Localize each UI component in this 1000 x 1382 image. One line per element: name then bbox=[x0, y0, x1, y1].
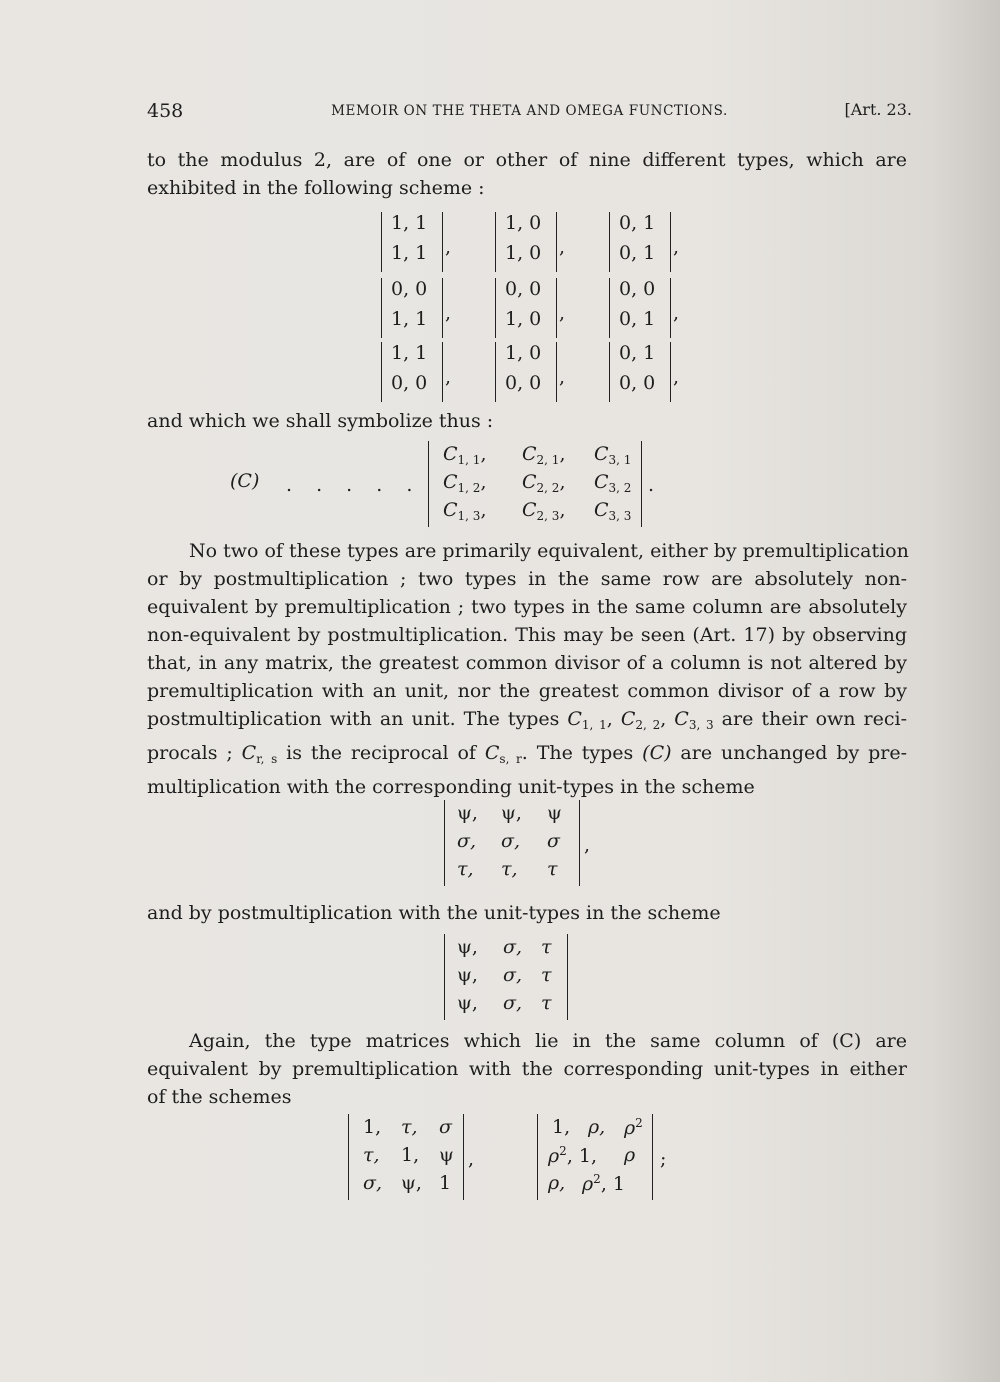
post-unit-types-matrix bbox=[444, 934, 568, 1020]
text-line: procals ; $C_{r, s}$ is the reciprocal of $C_{s, r}$. The types (C) are unchanged by pre- bbox=[147, 742, 908, 766]
c-type-cell: $C_{2, 1}$, bbox=[522, 443, 566, 467]
separator-comma: , bbox=[673, 302, 680, 324]
scheme-cell: σ bbox=[439, 1116, 452, 1138]
text-line: No two of these types are primarily equivalent, either by premultiplication bbox=[189, 540, 909, 562]
scheme-cell: ρ bbox=[624, 1144, 636, 1166]
text-line: premultiplication with an unit, nor the greatest common divisor of a row by bbox=[147, 680, 907, 702]
body-paragraph bbox=[147, 537, 907, 801]
text-line: multiplication with the corresponding unit-types in the scheme bbox=[147, 776, 755, 798]
unit-cell: τ, bbox=[457, 858, 474, 880]
type-determinant bbox=[381, 342, 443, 402]
scheme-cell: τ, bbox=[401, 1116, 418, 1138]
text-line: Again, the type matrices which lie in the same column of (C) are bbox=[189, 1030, 907, 1052]
symbolize-paragraph bbox=[147, 407, 907, 435]
scheme-label: (C) bbox=[230, 470, 260, 492]
c-type-cell: $C_{2, 3}$, bbox=[522, 499, 566, 523]
det-row: 0, 0 bbox=[505, 278, 542, 300]
scheme-cell: $\rho^2$, 1, bbox=[548, 1144, 598, 1167]
type-determinant bbox=[495, 342, 557, 402]
det-row: 0, 1 bbox=[619, 212, 656, 234]
det-row: 1, 0 bbox=[505, 308, 542, 330]
scheme-cell: σ, bbox=[363, 1172, 383, 1194]
unit-cell: ψ, bbox=[457, 802, 478, 824]
det-row: 0, 0 bbox=[391, 372, 428, 394]
type-determinant bbox=[609, 342, 671, 402]
scheme-cell: 1, bbox=[363, 1116, 382, 1138]
pre-unit-types-matrix bbox=[444, 800, 580, 886]
det-row: 1, 0 bbox=[505, 242, 542, 264]
det-row: 0, 0 bbox=[391, 278, 428, 300]
separator-comma: , bbox=[445, 366, 452, 388]
type-determinant bbox=[609, 278, 671, 338]
page-number: 458 bbox=[147, 100, 184, 122]
det-row: 1, 0 bbox=[505, 342, 542, 364]
det-row: 1, 1 bbox=[391, 212, 428, 234]
separator-comma: , bbox=[445, 302, 452, 324]
scheme-cell: τ, bbox=[363, 1144, 380, 1166]
scheme-cell: ρ, bbox=[588, 1116, 606, 1138]
scheme-a-matrix bbox=[348, 1114, 464, 1200]
unit-cell: ψ, bbox=[501, 802, 522, 824]
text-line: non-equivalent by postmultiplication. This may be seen (Art. 17) by observing bbox=[147, 624, 907, 646]
running-title: MEMOIR ON THE THETA AND OMEGA FUNCTIONS. bbox=[331, 103, 728, 119]
c-type-cell: $C_{1, 2}$, bbox=[443, 471, 487, 495]
post-paragraph bbox=[147, 899, 907, 927]
c-type-cell: $C_{2, 2}$, bbox=[522, 471, 566, 495]
matrix-period: . bbox=[648, 474, 655, 496]
type-determinant bbox=[495, 278, 557, 338]
text-line: of the schemes bbox=[147, 1086, 292, 1108]
scheme-b-matrix bbox=[537, 1114, 653, 1200]
separator-comma: , bbox=[559, 302, 566, 324]
c-type-cell: $C_{1, 1}$, bbox=[443, 443, 487, 467]
det-row: 0, 0 bbox=[619, 278, 656, 300]
unit-cell: σ bbox=[547, 830, 560, 852]
det-row: 0, 1 bbox=[619, 342, 656, 364]
leader-dots: . . . . . bbox=[286, 474, 422, 496]
body-paragraph bbox=[147, 1027, 907, 1111]
article-reference: [Art. 23. bbox=[844, 100, 912, 119]
scheme-cell: ψ bbox=[439, 1144, 454, 1166]
separator-comma: , bbox=[559, 366, 566, 388]
scheme-cell: $\rho^2$ bbox=[624, 1116, 643, 1139]
separator-semicolon: ; bbox=[660, 1148, 667, 1170]
scheme-cell: ψ, bbox=[401, 1172, 422, 1194]
c-type-cell: $C_{3, 1}$ bbox=[594, 443, 632, 467]
type-determinant bbox=[381, 278, 443, 338]
c-type-cell: $C_{1, 3}$, bbox=[443, 499, 487, 523]
separator-comma: , bbox=[559, 236, 566, 258]
separator-comma: , bbox=[673, 236, 680, 258]
unit-cell: τ, bbox=[501, 858, 518, 880]
c-type-cell: $C_{3, 3}$ bbox=[594, 499, 632, 523]
intro-paragraph bbox=[147, 146, 907, 202]
scheme-cell: ρ, bbox=[548, 1172, 566, 1194]
scheme-cell: 1, bbox=[401, 1144, 420, 1166]
text-line: equivalent by premultiplication ; two types in the same column are absolutely bbox=[147, 596, 907, 618]
det-row: 0, 1 bbox=[619, 242, 656, 264]
unit-cell: τ bbox=[541, 992, 552, 1014]
unit-cell: σ, bbox=[457, 830, 477, 852]
det-row: 1, 1 bbox=[391, 308, 428, 330]
separator-comma: , bbox=[468, 1148, 475, 1170]
det-row: 1, 1 bbox=[391, 342, 428, 364]
text-line: and which we shall symbolize thus : bbox=[147, 410, 494, 432]
text-line: postmultiplication with an unit. The types $C_{1, 1}$, $C_{2, 2}$, $C_{3, 3}$ are their own reci- bbox=[147, 708, 907, 732]
text-line: exhibited in the following scheme : bbox=[147, 177, 485, 199]
scheme-cell: 1 bbox=[439, 1172, 452, 1194]
text-line: and by postmultiplication with the unit-types in the scheme bbox=[147, 902, 721, 924]
text-line: or by postmultiplication ; two types in the same row are absolutely non- bbox=[147, 568, 907, 590]
page-header bbox=[147, 100, 912, 130]
unit-cell: σ, bbox=[503, 936, 523, 958]
det-row: 1, 1 bbox=[391, 242, 428, 264]
c-type-matrix bbox=[428, 441, 642, 527]
det-row: 0, 0 bbox=[619, 372, 656, 394]
scheme-cell: 1, bbox=[552, 1116, 571, 1138]
unit-cell: ψ, bbox=[457, 992, 478, 1014]
c-type-cell: $C_{3, 2}$ bbox=[594, 471, 632, 495]
unit-cell: σ, bbox=[501, 830, 521, 852]
det-row: 0, 1 bbox=[619, 308, 656, 330]
separator-comma: , bbox=[445, 236, 452, 258]
det-row: 0, 0 bbox=[505, 372, 542, 394]
scheme-cell: $\rho^2$, 1 bbox=[582, 1172, 625, 1195]
unit-cell: ψ, bbox=[457, 964, 478, 986]
type-determinant bbox=[381, 212, 443, 272]
type-determinant bbox=[609, 212, 671, 272]
type-determinant bbox=[495, 212, 557, 272]
text-line: that, in any matrix, the greatest common divisor of a column is not altered by bbox=[147, 652, 907, 674]
unit-cell: ψ, bbox=[457, 936, 478, 958]
text-line: equivalent by premultiplication with the corresponding unit-types in either bbox=[147, 1058, 907, 1080]
unit-cell: σ, bbox=[503, 992, 523, 1014]
unit-cell: ψ bbox=[547, 802, 562, 824]
separator-comma: , bbox=[584, 834, 591, 856]
unit-cell: τ bbox=[547, 858, 558, 880]
text-line: to the modulus 2, are of one or other of nine different types, which are bbox=[147, 149, 907, 171]
unit-cell: σ, bbox=[503, 964, 523, 986]
separator-comma: , bbox=[673, 366, 680, 388]
det-row: 1, 0 bbox=[505, 212, 542, 234]
unit-cell: τ bbox=[541, 936, 552, 958]
unit-cell: τ bbox=[541, 964, 552, 986]
